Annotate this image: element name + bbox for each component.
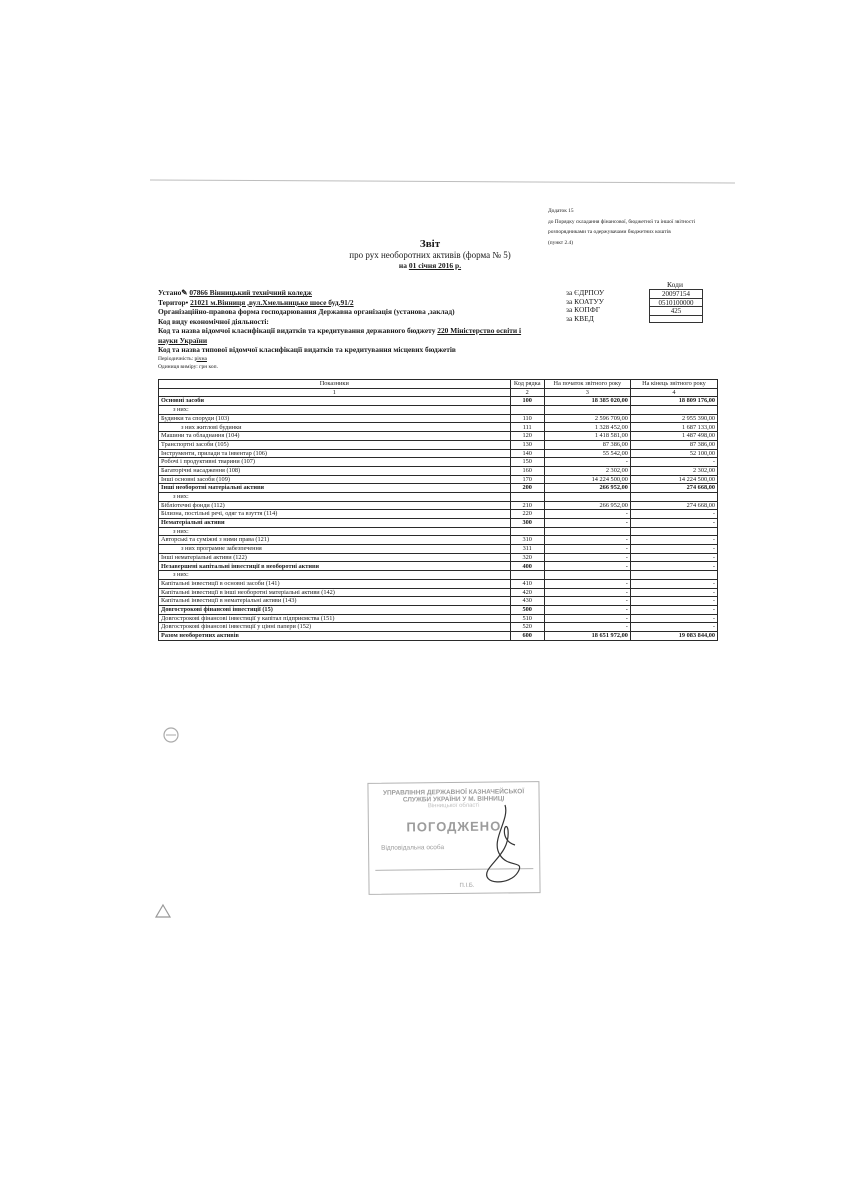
row-start-value: - bbox=[544, 519, 630, 528]
row-name: Бібліотечні фонди (112) bbox=[159, 501, 511, 510]
code-label: за КВЕД bbox=[566, 313, 594, 323]
row-code bbox=[510, 492, 544, 501]
row-end-value: 14 224 500,00 bbox=[630, 475, 717, 484]
row-end-value: 52 100,00 bbox=[630, 449, 717, 458]
table-row bbox=[159, 588, 718, 597]
row-code: 310 bbox=[510, 536, 544, 545]
row-code bbox=[510, 571, 544, 580]
table-row bbox=[159, 527, 718, 536]
row-end-value: 274 668,00 bbox=[630, 501, 717, 510]
row-code: 300 bbox=[510, 519, 544, 528]
table-body bbox=[159, 397, 718, 640]
row-code: 120 bbox=[510, 432, 544, 441]
codes-block bbox=[566, 289, 703, 323]
col-number: 1 bbox=[159, 388, 511, 397]
table-row bbox=[159, 562, 718, 571]
row-name: Транспортні засоби (105) bbox=[159, 440, 511, 449]
row-start-value: 55 542,00 bbox=[544, 449, 630, 458]
col-number: 4 bbox=[630, 388, 717, 397]
row-code: 420 bbox=[510, 588, 544, 597]
table-row bbox=[159, 423, 718, 432]
row-end-value: - bbox=[630, 553, 717, 562]
stamp-approved: ПОГОДЖЕНО bbox=[406, 818, 502, 835]
table-row bbox=[159, 397, 718, 406]
row-start-value: - bbox=[544, 458, 630, 467]
table-row bbox=[159, 536, 718, 545]
header-start-year: На початок звітного року bbox=[544, 380, 630, 389]
code-label: за КОАТУУ bbox=[566, 296, 604, 306]
code-value: 0510100000 bbox=[649, 298, 703, 307]
row-start-value: 2 596 709,00 bbox=[544, 414, 630, 423]
row-code: 150 bbox=[510, 458, 544, 467]
report-date-value: 01 січня 2016 р. bbox=[408, 261, 462, 270]
row-name: з них: bbox=[159, 406, 511, 415]
code-label: за ЄДРПОУ bbox=[566, 288, 605, 297]
dept-code-line bbox=[158, 326, 548, 336]
row-start-value: 266 952,00 bbox=[544, 484, 630, 493]
dept-code-value: 220 Міністерство освіти і bbox=[437, 326, 522, 335]
row-start-value: - bbox=[544, 510, 630, 519]
signature-mark bbox=[470, 800, 540, 890]
table-row bbox=[159, 492, 718, 501]
row-end-value: 18 809 176,00 bbox=[630, 397, 717, 406]
code-row-kved bbox=[566, 315, 703, 324]
row-end-value: 1 687 133,00 bbox=[630, 423, 717, 432]
activity-code-line: Код виду економічної діяльності: bbox=[158, 316, 269, 326]
row-start-value: 2 302,00 bbox=[544, 466, 630, 475]
institution-line: Устано✎ 07866 Вінницький технічний коледж bbox=[158, 288, 312, 297]
row-code: 130 bbox=[510, 440, 544, 449]
row-code: 400 bbox=[510, 562, 544, 571]
row-start-value: - bbox=[544, 605, 630, 614]
row-start-value: 87 386,00 bbox=[544, 440, 630, 449]
table-row bbox=[159, 553, 718, 562]
code-value: 425 bbox=[649, 306, 703, 315]
row-end-value: - bbox=[630, 545, 717, 554]
row-start-value: - bbox=[544, 597, 630, 606]
table-row bbox=[159, 432, 718, 441]
row-code: 410 bbox=[510, 579, 544, 588]
row-name: з них програмне забезпечення bbox=[159, 545, 511, 554]
row-end-value: 1 487 498,00 bbox=[630, 432, 717, 441]
table-row bbox=[159, 414, 718, 423]
stamp-line-3: Вінницької області bbox=[427, 802, 480, 810]
territory-label: Територ bbox=[158, 297, 186, 307]
report-title: Звіт bbox=[419, 238, 441, 250]
header-end-year: На кінець звітного року bbox=[630, 380, 717, 389]
row-end-value: - bbox=[630, 588, 717, 597]
row-start-value: 1 418 581,00 bbox=[544, 432, 630, 441]
row-end-value: - bbox=[630, 605, 717, 614]
row-code: 430 bbox=[510, 597, 544, 606]
table-row bbox=[159, 501, 718, 510]
territory-line: Територ• 21021 м.Вінниця ,вул.Хмельницьке шосе буд.91/2 bbox=[158, 297, 354, 307]
row-start-value: 18 385 020,00 bbox=[544, 397, 630, 406]
row-start-value: 266 952,00 bbox=[544, 501, 630, 510]
table-row bbox=[159, 623, 718, 632]
row-name: Багаторічні насадження (108) bbox=[159, 466, 511, 475]
institution-meta bbox=[158, 288, 548, 371]
table-row bbox=[159, 510, 718, 519]
row-code: 320 bbox=[510, 553, 544, 562]
row-code: 110 bbox=[510, 414, 544, 423]
row-end-value: 2 302,00 bbox=[630, 466, 717, 475]
table-column-number-row bbox=[159, 388, 718, 397]
row-end-value: 2 955 390,00 bbox=[630, 414, 717, 423]
stamp-responsible-person: Відповідальна особа bbox=[381, 844, 445, 852]
row-name: Капітальні інвестиції в основні засоби (141) bbox=[159, 579, 511, 588]
row-name: Основні засоби bbox=[159, 397, 511, 406]
row-name: Інші необоротні матеріальні активи bbox=[159, 484, 511, 493]
table-row bbox=[159, 406, 718, 415]
row-start-value bbox=[544, 571, 630, 580]
annex-line-3: розпорядниками та одержувачами бюджетних коштів bbox=[548, 229, 671, 235]
report-date bbox=[330, 261, 530, 271]
table-header-row bbox=[159, 380, 718, 389]
col-number: 3 bbox=[544, 388, 630, 397]
row-start-value: - bbox=[544, 614, 630, 623]
table-row bbox=[159, 458, 718, 467]
row-end-value: - bbox=[630, 458, 717, 467]
row-end-value: - bbox=[630, 623, 717, 632]
periodicity-line bbox=[158, 355, 548, 363]
table-row bbox=[159, 631, 718, 640]
row-end-value: - bbox=[630, 614, 717, 623]
row-end-value: - bbox=[630, 579, 717, 588]
table-row bbox=[159, 449, 718, 458]
scan-edge-line bbox=[150, 179, 735, 183]
annex-note bbox=[548, 206, 695, 248]
table-row bbox=[159, 484, 718, 493]
row-end-value: - bbox=[630, 519, 717, 528]
row-end-value bbox=[630, 571, 717, 580]
institution-value: 07866 Вінницький технічний коледж bbox=[189, 288, 312, 297]
row-code bbox=[510, 527, 544, 536]
row-end-value: - bbox=[630, 597, 717, 606]
institution-label: Устано bbox=[158, 288, 182, 297]
row-end-value bbox=[630, 492, 717, 501]
table-row bbox=[159, 466, 718, 475]
dept-code-label: Код та назва відомчої класифікації видатків та кредитування державного бюджету bbox=[158, 326, 436, 335]
row-code: 600 bbox=[510, 631, 544, 640]
table-row bbox=[159, 579, 718, 588]
row-name: Інші нематеріальні активи (122) bbox=[159, 553, 511, 562]
row-name: з них житлові будинки bbox=[159, 423, 511, 432]
code-value: 20097154 bbox=[649, 289, 703, 298]
table-row bbox=[159, 440, 718, 449]
row-code: 220 bbox=[510, 510, 544, 519]
row-code: 160 bbox=[510, 466, 544, 475]
row-name: Довгострокові фінансові інвестиції у цінні папери (152) bbox=[159, 623, 511, 632]
dept-code-line-2: науки України bbox=[158, 335, 208, 345]
row-name: Інструменти, прилади та інвентар (106) bbox=[159, 449, 511, 458]
col-number: 2 bbox=[510, 388, 544, 397]
row-end-value bbox=[630, 527, 717, 536]
annex-line-2: до Порядку складання фінансової, бюджетної та іншої звітності bbox=[548, 218, 696, 225]
code-label: за КОПФГ bbox=[566, 305, 601, 314]
row-code: 140 bbox=[510, 449, 544, 458]
row-name: Робочі і продуктивні тварини (107) bbox=[159, 458, 511, 467]
stamp-line-1: УПРАВЛІННЯ ДЕРЖАВНОЇ КАЗНАЧЕЙСЬКОЇ bbox=[382, 788, 525, 797]
row-start-value bbox=[544, 406, 630, 415]
row-start-value: 18 651 972,00 bbox=[544, 631, 630, 640]
row-name: з них: bbox=[159, 527, 511, 536]
annex-line-1: Додаток 15 bbox=[548, 208, 574, 214]
table-row bbox=[159, 571, 718, 580]
row-code: 210 bbox=[510, 501, 544, 510]
territory-value: 21021 м.Вінниця ,вул.Хмельницьке шосе буд.91/2 bbox=[190, 297, 354, 307]
local-code-line: Код та назва типової відомчої класифікації видатків та кредитування місцевих бюджетів bbox=[158, 345, 456, 354]
header-indicators: Показники bbox=[159, 380, 511, 389]
row-name: з них: bbox=[159, 492, 511, 501]
row-name: Капітальні інвестиції в інші необоротні матеріальні активи (142) bbox=[159, 588, 511, 597]
annex-line-4: (пункт 2.4) bbox=[548, 239, 574, 246]
row-start-value bbox=[544, 492, 630, 501]
row-start-value: - bbox=[544, 553, 630, 562]
row-name: Машини та обладнання (104) bbox=[159, 432, 511, 441]
row-start-value: - bbox=[544, 536, 630, 545]
row-name: Незавершені капітальні інвестиції в необоротні активи bbox=[159, 562, 511, 571]
row-name: Довгострокові фінансові інвестиції у капітал підприємства (151) bbox=[159, 614, 511, 623]
row-code: 111 bbox=[510, 423, 544, 432]
row-start-value: - bbox=[544, 562, 630, 571]
row-name: з них: bbox=[159, 571, 511, 580]
row-start-value: - bbox=[544, 579, 630, 588]
punch-hole-mark bbox=[160, 724, 182, 746]
row-start-value bbox=[544, 527, 630, 536]
codes-header: Коди bbox=[667, 280, 683, 289]
row-name: Інші основні засоби (109) bbox=[159, 475, 511, 484]
stamp-name-field: П.І.Б. bbox=[459, 882, 475, 889]
row-start-value: - bbox=[544, 545, 630, 554]
row-code: 500 bbox=[510, 605, 544, 614]
row-name: Нематеріальні активи bbox=[159, 519, 511, 528]
table-row bbox=[159, 605, 718, 614]
row-end-value: 87 386,00 bbox=[630, 440, 717, 449]
table-row bbox=[159, 475, 718, 484]
punch-hole-mark bbox=[154, 903, 172, 921]
table-row bbox=[159, 614, 718, 623]
row-code: 100 bbox=[510, 397, 544, 406]
row-name: Авторські та суміжні з ними права (121) bbox=[159, 536, 511, 545]
row-code: 170 bbox=[510, 475, 544, 484]
stamp-line-2: СЛУЖБИ УКРАЇНИ У М. ВІННИЦІ bbox=[402, 795, 505, 804]
assets-table bbox=[158, 379, 718, 641]
row-name: Будинки та споруди (103) bbox=[159, 414, 511, 423]
report-date-prefix: на bbox=[398, 261, 407, 270]
row-end-value: - bbox=[630, 536, 717, 545]
code-value bbox=[649, 315, 703, 324]
row-code bbox=[510, 406, 544, 415]
row-end-value: - bbox=[630, 510, 717, 519]
periodicity-label: Періодичність: bbox=[158, 355, 194, 362]
row-end-value bbox=[630, 406, 717, 415]
row-end-value: 19 083 844,00 bbox=[630, 631, 717, 640]
row-start-value: - bbox=[544, 623, 630, 632]
row-code: 520 bbox=[510, 623, 544, 632]
row-start-value: - bbox=[544, 588, 630, 597]
table-row bbox=[159, 519, 718, 528]
report-subtitle: про рух необоротних активів (форма № 5) bbox=[349, 250, 511, 260]
report-title-block bbox=[330, 238, 530, 271]
row-code: 200 bbox=[510, 484, 544, 493]
row-code: 311 bbox=[510, 545, 544, 554]
periodicity-value: річна bbox=[194, 355, 207, 362]
row-name: Білизна, постільні речі, одяг та взуття (114) bbox=[159, 510, 511, 519]
row-start-value: 1 328 452,00 bbox=[544, 423, 630, 432]
table-row bbox=[159, 597, 718, 606]
row-name: Разом необоротних активів bbox=[159, 631, 511, 640]
row-name: Довгострокові фінансові інвестиції (15) bbox=[159, 605, 511, 614]
legal-form-line: Організаційно-правова форма господарювання Державна організація (установа ,заклад) bbox=[158, 307, 455, 316]
table-row bbox=[159, 545, 718, 554]
row-end-value: 274 668,00 bbox=[630, 484, 717, 493]
row-start-value: 14 224 500,00 bbox=[544, 475, 630, 484]
row-end-value: - bbox=[630, 562, 717, 571]
header-row-code: Код рядка bbox=[510, 380, 544, 389]
row-code: 510 bbox=[510, 614, 544, 623]
unit-line: Одиниця виміру: грн коп. bbox=[158, 363, 218, 370]
row-name: Капітальні інвестиції в нематеріальні активи (143) bbox=[159, 597, 511, 606]
